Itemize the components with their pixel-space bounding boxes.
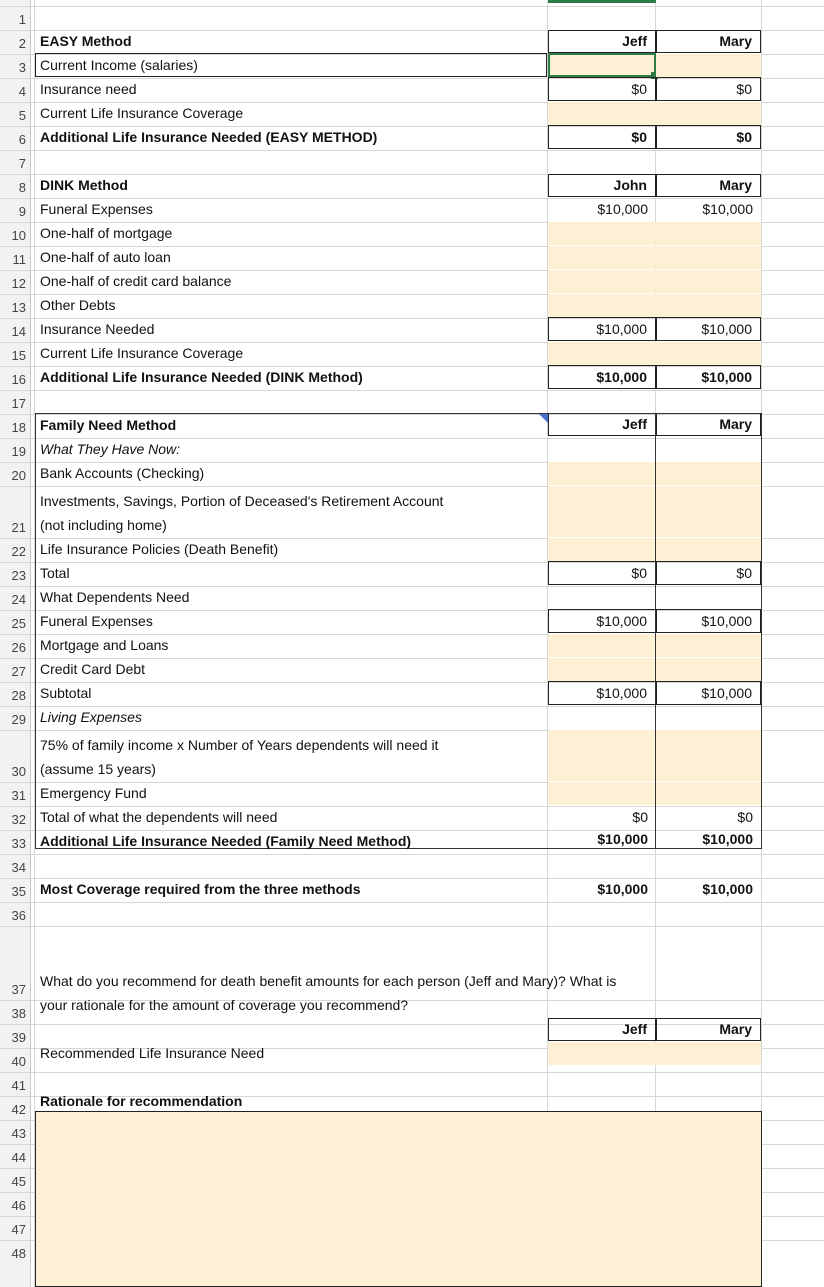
current-income-row-border <box>35 53 547 77</box>
mary-dink-funeral[interactable]: $10,000 <box>702 201 753 217</box>
family-funeral-label: Funeral Expenses <box>40 613 153 629</box>
row-number[interactable]: 30 <box>11 764 26 779</box>
jeff-family-funeral[interactable]: $10,000 <box>548 609 656 633</box>
mary-dink-auto-input[interactable] <box>656 246 761 269</box>
mary-dink-additional[interactable]: $10,000 <box>656 365 761 389</box>
easy-additional-label: Additional Life Insurance Needed (EASY METHOD) <box>40 129 378 145</box>
easy-mary-header[interactable]: Mary <box>656 30 761 53</box>
family-method-header: Family Need Method <box>40 417 177 433</box>
row-number[interactable]: 43 <box>11 1126 26 1141</box>
credit-card-debt-label: Credit Card Debt <box>40 661 146 677</box>
row-number[interactable]: 6 <box>18 132 26 147</box>
row-number[interactable]: 36 <box>11 908 26 923</box>
row-gridline <box>0 902 824 903</box>
row-number[interactable]: 24 <box>11 592 26 607</box>
insurance-need-label: Insurance need <box>40 81 137 97</box>
mary-credit-card-input[interactable] <box>656 658 761 681</box>
family-column-border <box>655 413 656 849</box>
jeff-living-input[interactable] <box>548 730 656 781</box>
dink-john-header[interactable]: John <box>548 174 656 197</box>
row-number[interactable]: 21 <box>11 520 26 535</box>
dependents-need-label: What Dependents Need <box>40 589 190 605</box>
subtotal-label: Subtotal <box>40 685 92 701</box>
family-jeff-header[interactable]: Jeff <box>548 413 656 436</box>
rationale-textarea[interactable] <box>35 1111 762 1287</box>
bank-label: Bank Accounts (Checking) <box>40 465 205 481</box>
row-number[interactable]: 29 <box>11 712 26 727</box>
row-number[interactable]: 17 <box>11 396 26 411</box>
mary-dink-needed[interactable]: $10,000 <box>656 317 761 341</box>
row-number[interactable]: 31 <box>11 788 26 803</box>
dink-credit-label: One-half of credit card balance <box>40 273 232 289</box>
jeff-policies-input[interactable] <box>548 538 656 561</box>
question-line2: your rationale for the amount of coverage you recommend? <box>40 997 409 1013</box>
jeff-dink-needed[interactable]: $10,000 <box>548 317 656 341</box>
have-now-label: What They Have Now: <box>40 441 181 457</box>
mary-subtotal[interactable]: $10,000 <box>656 681 761 705</box>
investments-label-line2: (not including home) <box>40 517 167 533</box>
mary-family-total[interactable]: $0 <box>656 561 761 585</box>
recommend-jeff-header[interactable]: Jeff <box>548 1018 656 1041</box>
jeff-family-total[interactable]: $0 <box>548 561 656 585</box>
mary-insurance-need[interactable]: $0 <box>656 77 761 101</box>
row-number[interactable]: 27 <box>11 664 26 679</box>
mary-policies-input[interactable] <box>656 538 761 561</box>
row-number[interactable]: 16 <box>11 372 26 387</box>
row-number[interactable]: 42 <box>11 1102 26 1117</box>
row-number[interactable]: 2 <box>18 36 26 51</box>
row-number[interactable]: 3 <box>18 60 26 75</box>
row-number[interactable]: 8 <box>18 180 26 195</box>
dink-funeral-label: Funeral Expenses <box>40 201 153 217</box>
row-number[interactable]: 20 <box>11 468 26 483</box>
policies-label: Life Insurance Policies (Death Benefit) <box>40 541 279 557</box>
recommend-mary-header[interactable]: Mary <box>656 1018 761 1041</box>
mary-family-funeral[interactable]: $10,000 <box>656 609 761 633</box>
row-gridline <box>0 854 824 855</box>
jeff-recommended-input[interactable] <box>548 1042 656 1065</box>
row-number[interactable]: 44 <box>11 1150 26 1165</box>
mary-family-additional[interactable]: $10,000 <box>702 831 753 847</box>
row-number[interactable]: 41 <box>11 1078 26 1093</box>
living-expenses-label: Living Expenses <box>40 709 142 725</box>
row-number[interactable]: 48 <box>11 1246 26 1261</box>
dink-mary-header[interactable]: Mary <box>656 174 761 197</box>
row-number[interactable]: 25 <box>11 616 26 631</box>
jeff-current-coverage-input[interactable] <box>548 102 656 125</box>
row-number[interactable]: 22 <box>11 544 26 559</box>
row-number[interactable]: 38 <box>11 1006 26 1021</box>
mary-current-income-input[interactable] <box>656 54 761 77</box>
mary-bank-input[interactable] <box>656 462 761 485</box>
mary-dink-credit-input[interactable] <box>656 270 761 293</box>
row-number[interactable]: 40 <box>11 1054 26 1069</box>
easy-jeff-header[interactable]: Jeff <box>548 30 656 53</box>
mary-easy-additional[interactable]: $0 <box>656 125 761 149</box>
row-gridline <box>0 150 824 151</box>
jeff-dink-auto-input[interactable] <box>548 246 656 269</box>
easy-method-header: EASY Method <box>40 33 132 49</box>
row-number[interactable]: 5 <box>18 108 26 123</box>
jeff-current-income-input[interactable] <box>548 53 656 77</box>
jeff-family-additional[interactable]: $10,000 <box>597 831 648 847</box>
dink-auto-label: One-half of auto loan <box>40 249 171 265</box>
row-number[interactable]: 26 <box>11 640 26 655</box>
emergency-fund-label: Emergency Fund <box>40 785 147 801</box>
family-mary-header[interactable]: Mary <box>656 413 761 436</box>
jeff-investments-input[interactable] <box>548 486 656 537</box>
recommended-need-label: Recommended Life Insurance Need <box>40 1045 265 1061</box>
jeff-dink-funeral[interactable]: $10,000 <box>597 201 648 217</box>
row-gridline <box>0 390 824 391</box>
column-selection-indicator <box>548 0 656 3</box>
mortgage-loans-label: Mortgage and Loans <box>40 637 169 653</box>
row-number[interactable]: 4 <box>18 84 26 99</box>
row-number[interactable]: 23 <box>11 568 26 583</box>
jeff-dink-coverage-input[interactable] <box>548 342 656 365</box>
row-number[interactable]: 28 <box>11 688 26 703</box>
jeff-dink-mortgage-input[interactable] <box>548 222 656 245</box>
living-formula-label-line2: (assume 15 years) <box>40 761 156 777</box>
mary-recommended-input[interactable] <box>656 1042 761 1065</box>
mary-current-coverage-input[interactable] <box>656 102 761 125</box>
row-number[interactable]: 11 <box>12 252 26 267</box>
family-total-label: Total <box>40 565 70 581</box>
living-formula-label-line1: 75% of family income x Number of Years dependents will need it <box>40 737 439 753</box>
investments-label-line1: Investments, Savings, Portion of Deceased's Retirement Account <box>40 493 444 509</box>
row-gridline <box>0 1072 824 1073</box>
dink-method-header: DINK Method <box>40 177 128 193</box>
mary-investments-input[interactable] <box>656 486 761 537</box>
mary-mortgage-loans-input[interactable] <box>656 634 761 657</box>
dink-other-label: Other Debts <box>40 297 116 313</box>
jeff-dink-additional[interactable]: $10,000 <box>548 365 656 389</box>
question-line1: What do you recommend for death benefit amounts for each person (Jeff and Mary)? What is <box>40 973 617 989</box>
dink-mortgage-label: One-half of mortgage <box>40 225 173 241</box>
row-number[interactable]: 13 <box>11 300 26 315</box>
rationale-label: Rationale for recommendation <box>40 1093 243 1109</box>
row-number[interactable]: 19 <box>11 444 26 459</box>
row-gridline <box>0 6 824 7</box>
mary-dink-coverage-input[interactable] <box>656 342 761 365</box>
total-need-label: Total of what the dependents will need <box>40 809 278 825</box>
row-number[interactable]: 12 <box>11 276 26 291</box>
row-number[interactable]: 39 <box>11 1030 26 1045</box>
mary-living-input[interactable] <box>656 730 761 781</box>
row-number[interactable]: 33 <box>11 836 26 851</box>
mary-total-need[interactable]: $0 <box>737 809 753 825</box>
jeff-bank-input[interactable] <box>548 462 656 485</box>
row-number[interactable]: 18 <box>11 420 26 435</box>
row-number[interactable]: 35 <box>11 884 26 899</box>
jeff-insurance-need[interactable]: $0 <box>548 77 656 101</box>
mary-emergency-input[interactable] <box>656 782 761 805</box>
row-number[interactable]: 45 <box>11 1174 26 1189</box>
row-number[interactable]: 10 <box>11 228 26 243</box>
mary-dink-other-input[interactable] <box>656 294 761 317</box>
row-gridline <box>0 926 824 927</box>
dink-additional-label: Additional Life Insurance Needed (DINK Method) <box>40 369 363 385</box>
jeff-emergency-input[interactable] <box>548 782 656 805</box>
row-number[interactable]: 7 <box>18 156 26 171</box>
row-number[interactable]: 34 <box>11 860 26 875</box>
dink-needed-label: Insurance Needed <box>40 321 155 337</box>
jeff-mortgage-loans-input[interactable] <box>548 634 656 657</box>
jeff-credit-card-input[interactable] <box>548 658 656 681</box>
row-number[interactable]: 9 <box>18 204 26 219</box>
most-coverage-label: Most Coverage required from the three methods <box>40 881 361 897</box>
row-number[interactable]: 37 <box>11 982 26 997</box>
current-income-label: Current Income (salaries) <box>40 57 198 73</box>
mary-dink-mortgage-input[interactable] <box>656 222 761 245</box>
row-number[interactable]: 1 <box>18 12 26 27</box>
jeff-dink-credit-input[interactable] <box>548 270 656 293</box>
row-number[interactable]: 46 <box>11 1198 26 1213</box>
mary-most-coverage[interactable]: $10,000 <box>702 881 753 897</box>
dink-coverage-label: Current Life Insurance Coverage <box>40 345 244 361</box>
jeff-subtotal[interactable]: $10,000 <box>548 681 656 705</box>
row-number[interactable]: 15 <box>11 348 26 363</box>
family-additional-label: Additional Life Insurance Needed (Family Need Method) <box>40 833 412 849</box>
row-number[interactable]: 47 <box>11 1222 26 1237</box>
jeff-dink-other-input[interactable] <box>548 294 656 317</box>
current-coverage-label: Current Life Insurance Coverage <box>40 105 244 121</box>
row-number[interactable]: 14 <box>11 324 26 339</box>
jeff-most-coverage[interactable]: $10,000 <box>597 881 648 897</box>
row-number[interactable]: 32 <box>11 812 26 827</box>
jeff-easy-additional[interactable]: $0 <box>548 125 656 149</box>
jeff-total-need[interactable]: $0 <box>632 809 648 825</box>
